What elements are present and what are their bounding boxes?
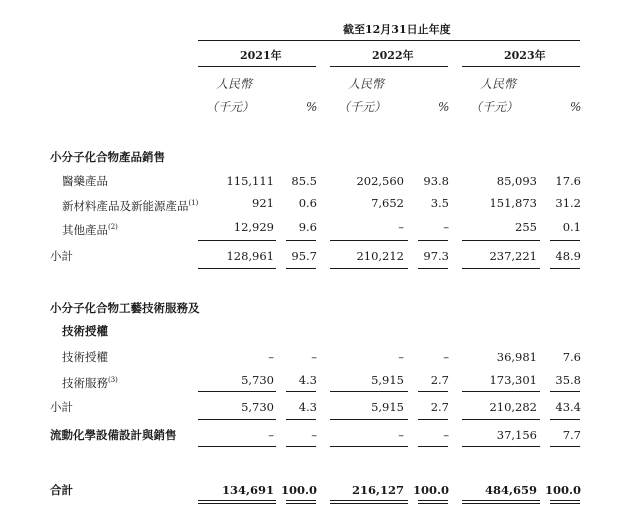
value-2023-pct: 31.2 — [555, 196, 581, 210]
total-top-rule — [462, 446, 540, 447]
row-label: 其他產品$^{(2)}$ — [62, 222, 118, 237]
subtotal-rule — [330, 391, 408, 392]
total-2023-pct: 100.0 — [544, 483, 581, 497]
year-2022-rule — [330, 66, 448, 67]
section-technology-services-cont: 技術授權 — [62, 324, 108, 338]
value-2023-amount: 237,221 — [489, 249, 537, 263]
value-2021-pct: – — [311, 350, 317, 364]
pct-2023: % — [570, 100, 582, 114]
row-label: 新材料產品及新能源產品$^{(1)}$ — [62, 198, 199, 213]
unit-2023-thousand: （千元） — [470, 100, 519, 114]
subtotal-rule — [550, 391, 580, 392]
value-2022-pct: – — [443, 220, 449, 234]
total-top-rule — [550, 446, 580, 447]
total-2022-amount: 216,127 — [351, 483, 404, 497]
year-2023-rule — [462, 66, 580, 67]
subtotal-rule — [330, 240, 408, 241]
value-2022-amount: 5,915 — [371, 400, 404, 414]
subtotal-bottom-rule — [418, 268, 448, 269]
value-2022-pct: – — [443, 350, 449, 364]
subtotal-bottom-rule — [550, 419, 580, 420]
total-top-rule — [418, 446, 448, 447]
value-2022-amount: – — [398, 350, 404, 364]
value-2021-pct: 9.6 — [298, 220, 317, 234]
row-label: 醫藥產品 — [62, 174, 108, 188]
value-2021-amount: – — [268, 350, 274, 364]
value-2021-pct: 4.3 — [298, 400, 317, 414]
subtotal-bottom-rule — [198, 419, 276, 420]
value-2022-amount: 202,560 — [356, 174, 404, 188]
subtotal-rule — [462, 240, 540, 241]
value-2022-amount: – — [398, 220, 404, 234]
year-2023: 2023年 — [504, 49, 546, 62]
value-2021-amount: 128,961 — [226, 249, 274, 263]
total-double-rule — [330, 500, 408, 504]
total-double-rule — [550, 500, 580, 504]
value-2023-amount: 37,156 — [496, 428, 537, 442]
total-top-rule — [330, 446, 408, 447]
subtotal-bottom-rule — [462, 268, 540, 269]
value-2022-pct: 3.5 — [430, 196, 449, 210]
subtotal-rule — [286, 240, 316, 241]
value-2023-pct: 35.8 — [555, 373, 581, 387]
value-2021-amount: 115,111 — [226, 174, 274, 188]
subtotal-bottom-rule — [286, 268, 316, 269]
total-double-rule — [286, 500, 316, 504]
value-2022-pct: – — [443, 428, 449, 442]
footnote-ref: (2) — [108, 223, 118, 231]
year-2021: 2021年 — [240, 49, 282, 62]
subtotal-rule — [286, 391, 316, 392]
value-2022-pct: 2.7 — [430, 373, 449, 387]
pct-2021: % — [306, 100, 318, 114]
value-2021-amount: 5,730 — [241, 400, 274, 414]
value-2021-amount: 921 — [252, 196, 274, 210]
year-2021-rule — [198, 66, 316, 67]
subtotal-rule — [418, 391, 448, 392]
row-label-total: 合計 — [50, 483, 73, 497]
value-2021-pct: – — [311, 428, 317, 442]
row-label: 技術授權 — [62, 350, 108, 364]
value-2021-pct: 95.7 — [291, 249, 317, 263]
total-top-rule — [198, 446, 276, 447]
value-2021-pct: 0.6 — [298, 196, 317, 210]
value-2023-pct: 48.9 — [555, 249, 581, 263]
subtotal-bottom-rule — [330, 419, 408, 420]
unit-2021-thousand: （千元） — [206, 100, 255, 114]
total-2021-pct: 100.0 — [280, 483, 317, 497]
subtotal-bottom-rule — [330, 268, 408, 269]
value-2023-pct: 7.7 — [562, 428, 581, 442]
value-2022-amount: 5,915 — [371, 373, 404, 387]
period-rule — [198, 40, 580, 41]
value-2022-amount: – — [398, 428, 404, 442]
value-2023-amount: 36,981 — [496, 350, 537, 364]
subtotal-bottom-rule — [418, 419, 448, 420]
row-label-subtotal: 小計 — [50, 249, 73, 263]
total-2022-pct: 100.0 — [412, 483, 449, 497]
year-2022: 2022年 — [372, 49, 414, 62]
value-2022-pct: 93.8 — [423, 174, 449, 188]
subtotal-bottom-rule — [462, 419, 540, 420]
unit-2023-currency: 人民幣 — [480, 77, 517, 91]
value-2023-pct: 17.6 — [555, 174, 581, 188]
subtotal-bottom-rule — [198, 268, 276, 269]
value-2023-amount: 173,301 — [489, 373, 537, 387]
unit-2022-currency: 人民幣 — [348, 77, 385, 91]
subtotal-bottom-rule — [550, 268, 580, 269]
unit-2022-thousand: （千元） — [338, 100, 387, 114]
subtotal-rule — [418, 240, 448, 241]
total-top-rule — [286, 446, 316, 447]
unit-2021-currency: 人民幣 — [216, 77, 253, 91]
value-2021-amount: 12,929 — [233, 220, 274, 234]
total-double-rule — [418, 500, 448, 504]
subtotal-rule — [198, 391, 276, 392]
value-2022-pct: 97.3 — [423, 249, 449, 263]
value-2021-amount: – — [268, 428, 274, 442]
row-label-flow-chemistry: 流動化學設備設計與銷售 — [50, 428, 177, 442]
value-2023-pct: 0.1 — [562, 220, 581, 234]
period-title: 截至12月31日止年度 — [343, 23, 451, 36]
value-2022-amount: 210,212 — [356, 249, 404, 263]
total-double-rule — [198, 500, 276, 504]
section-small-molecule-products: 小分子化合物產品銷售 — [50, 150, 165, 164]
pct-2022: % — [438, 100, 450, 114]
section-technology-services: 小分子化合物工藝技術服務及 — [50, 301, 200, 315]
total-2021-amount: 134,691 — [221, 483, 274, 497]
subtotal-rule — [462, 391, 540, 392]
total-2023-amount: 484,659 — [484, 483, 537, 497]
row-label: 技術服務$^{(3)}$ — [62, 375, 118, 390]
subtotal-rule — [198, 240, 276, 241]
subtotal-bottom-rule — [286, 419, 316, 420]
value-2023-pct: 43.4 — [555, 400, 581, 414]
value-2021-pct: 85.5 — [291, 174, 317, 188]
row-label-subtotal: 小計 — [50, 400, 73, 414]
total-double-rule — [462, 500, 540, 504]
value-2023-amount: 210,282 — [489, 400, 537, 414]
value-2022-pct: 2.7 — [430, 400, 449, 414]
value-2021-amount: 5,730 — [241, 373, 274, 387]
subtotal-rule — [550, 240, 580, 241]
footnote-ref: (3) — [108, 376, 118, 384]
value-2023-amount: 85,093 — [496, 174, 537, 188]
value-2023-pct: 7.6 — [562, 350, 581, 364]
value-2023-amount: 255 — [515, 220, 537, 234]
value-2021-pct: 4.3 — [298, 373, 317, 387]
value-2022-amount: 7,652 — [371, 196, 404, 210]
footnote-ref: (1) — [188, 199, 199, 207]
value-2023-amount: 151,873 — [489, 196, 537, 210]
